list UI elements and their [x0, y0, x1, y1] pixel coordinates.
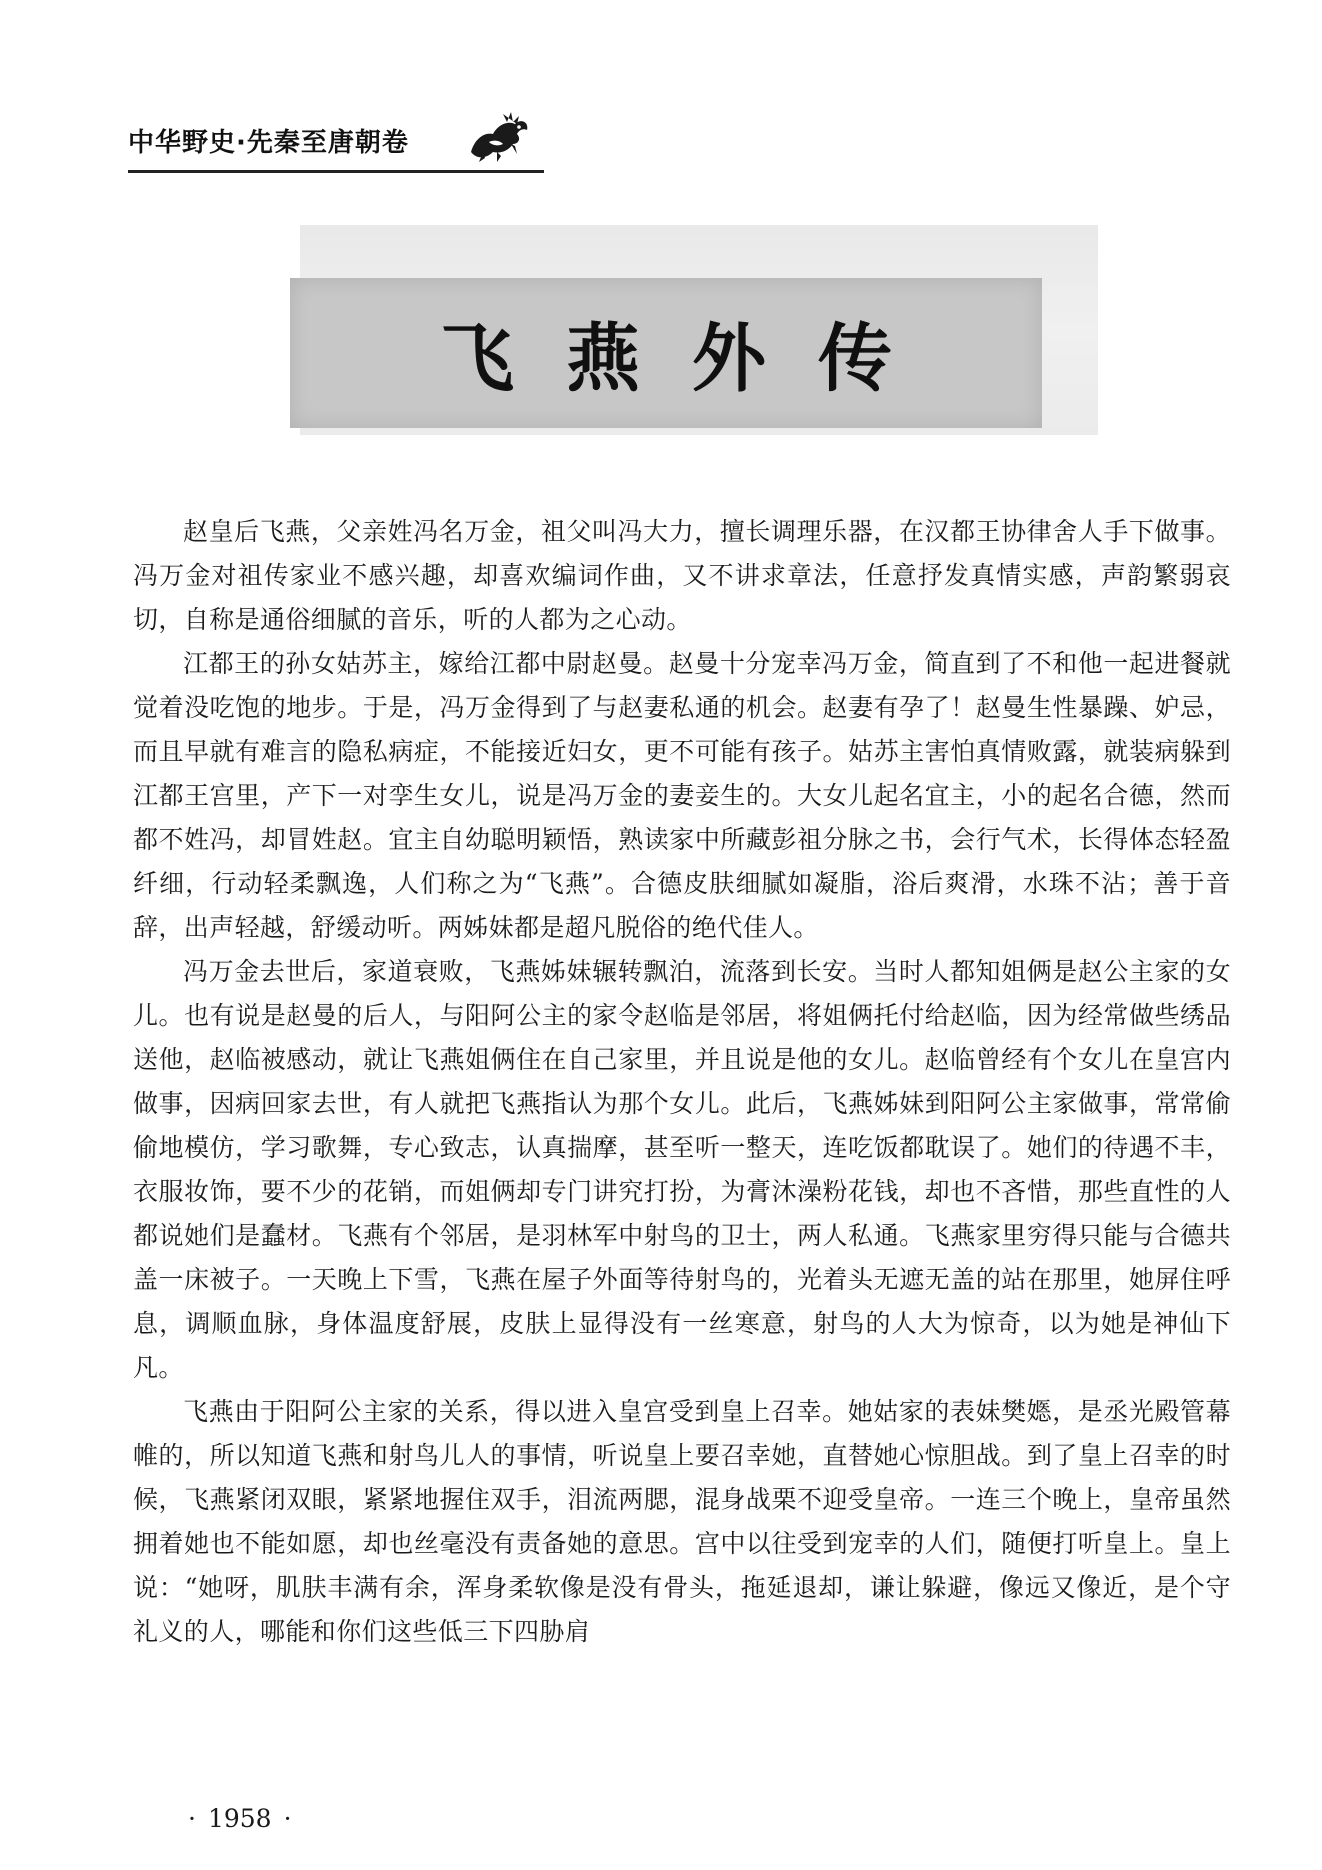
page-footer: · 1958 · [188, 1804, 292, 1833]
article-body [133, 510, 1231, 1654]
header-rule [128, 170, 544, 173]
page-number: 1958 [207, 1804, 272, 1833]
dragon-emblem-icon [463, 108, 533, 164]
paragraph: 赵皇后飞燕，父亲姓冯名万金，祖父叫冯大力，擅长调理乐器，在汉都王协律舍人手下做事。冯万金对祖传家业不感兴趣，却喜欢编词作曲，又不讲求章法，任意抒发真情实感，声韵繁弱哀切，自称是通俗细腻的音乐，听的人都为之心动。 [133, 517, 1231, 634]
running-header [128, 108, 548, 168]
chapter-title: 飞燕外传 [440, 316, 944, 402]
book-title: 中华野史·先秦至唐朝卷 [128, 128, 409, 158]
paragraph: 江都王的孙女姑苏主，嫁给江都中尉赵曼。赵曼十分宠幸冯万金，简直到了不和他一起进餐就觉着没吃饱的地步。于是，冯万金得到了与赵妻私通的机会。赵妻有孕了！赵曼生性暴躁、妒忌，而且早就有难言的隐私病症，不能接近妇女，更不可能有孩子。姑苏主害怕真情败露，就装病躲到江都王宫里，产下一对孪生女儿，说是冯万金的妻妾生的。大女儿起名宜主，小的起名合德，然而都不姓冯，却冒姓赵。宜主自幼聪明颖悟，熟读家中所藏彭祖分脉之书，会行气术，长得体态轻盈纤细，行动轻柔飘逸，人们称之为“飞燕”。合德皮肤细腻如凝脂，浴后爽滑，水珠不沾；善于音辞，出声轻越，舒缓动听。两姊妹都是超凡脱俗的绝代佳人。 [133, 649, 1231, 942]
chapter-title-banner [290, 278, 1042, 428]
paragraph: 飞燕由于阳阿公主家的关系，得以进入皇宫受到皇上召幸。她姑家的表妹樊嫕，是丞光殿管幕帷的，所以知道飞燕和射鸟儿人的事情，听说皇上要召幸她，直替她心惊胆战。到了皇上召幸的时候，飞燕紧闭双眼，紧紧地握住双手，泪流两腮，混身战栗不迎受皇帝。一连三个晚上，皇帝虽然拥着她也不能如愿，却也丝毫没有责备她的意思。宫中以往受到宠幸的人们，随便打听皇上。皇上说：“她呀，肌肤丰满有余，浑身柔软像是没有骨头，拖延退却，谦让躲避，像远又像近，是个守礼义的人，哪能和你们这些低三下四胁肩 [133, 1397, 1231, 1646]
paragraph: 冯万金去世后，家道衰败，飞燕姊妹辗转飘泊，流落到长安。当时人都知姐俩是赵公主家的女儿。也有说是赵曼的后人，与阳阿公主的家令赵临是邻居，将姐俩托付给赵临，因为经常做些绣品送他，赵临被感动，就让飞燕姐俩住在自己家里，并且说是他的女儿。赵临曾经有个女儿在皇宫内做事，因病回家去世，有人就把飞燕指认为那个女儿。此后，飞燕姊妹到阳阿公主家做事，常常偷偷地模仿，学习歌舞，专心致志，认真揣摩，甚至听一整天，连吃饭都耽误了。她们的待遇不丰，衣服妆饰，要不少的花销，而姐俩却专门讲究打扮，为膏沐澡粉花钱，却也不吝惜，那些直性的人都说她们是蠢材。飞燕有个邻居，是羽林军中射鸟的卫士，两人私通。飞燕家里穷得只能与合德共盖一床被子。一天晚上下雪，飞燕在屋子外面等待射鸟的，光着头无遮无盖的站在那里，她屏住呼息，调顺血脉，身体温度舒展，皮肤上显得没有一丝寒意，射鸟的人大为惊奇，以为她是神仙下凡。 [133, 957, 1231, 1382]
